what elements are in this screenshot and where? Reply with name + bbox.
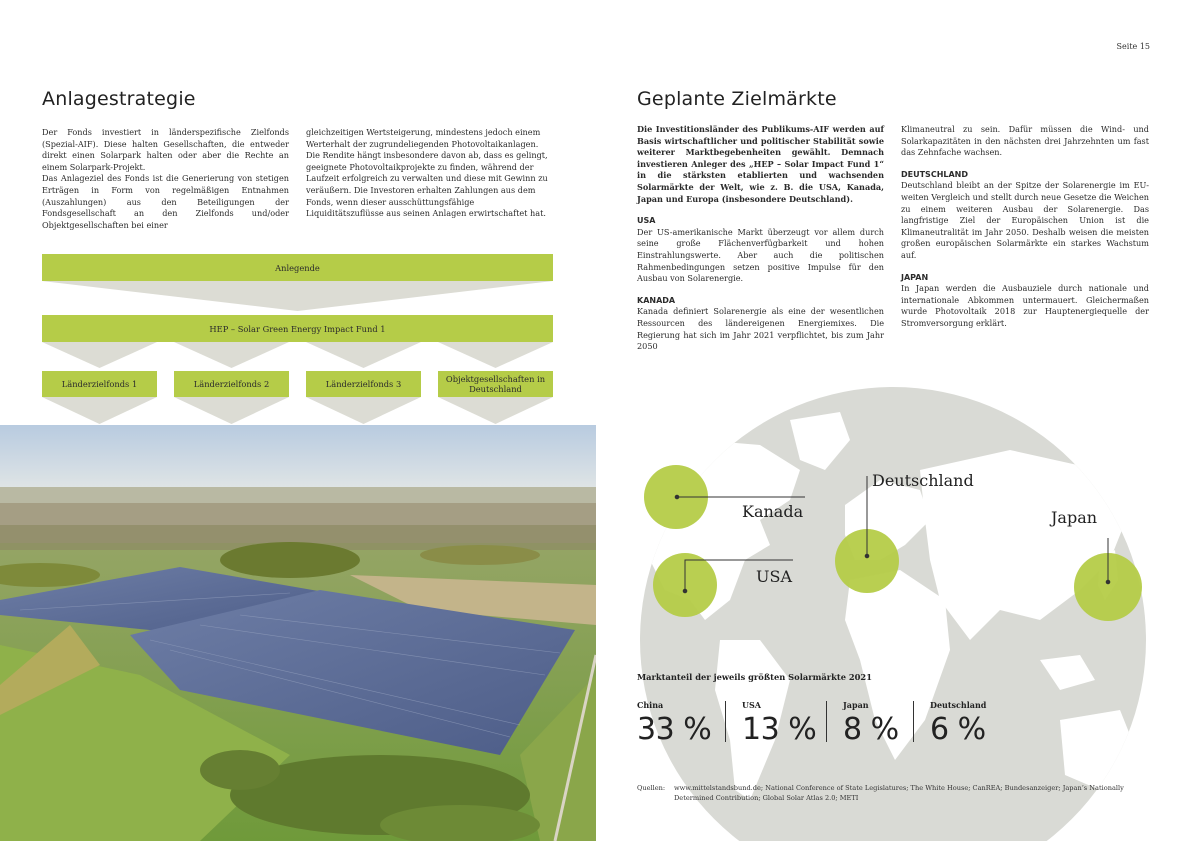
page-title-anlagestrategie: Anlagestrategie bbox=[42, 88, 196, 110]
stat-value: 6 % bbox=[930, 712, 986, 747]
stat-country: USA bbox=[742, 700, 761, 710]
stat-divider bbox=[913, 701, 914, 742]
world-map-globe bbox=[600, 345, 1180, 841]
paragraph: Der Fonds investiert in länderspezifische Zielfonds (Spezial-AIF). Diese halten Gesellschaften, die entweder direkt einen Solarpark halten oder aber die Rechte an einem Solarpark-Projekt. bbox=[42, 127, 289, 172]
map-label-japan: Japan bbox=[1051, 508, 1098, 527]
paragraph: gleichzeitigen Wertsteigerung, mindestens jedoch einem Werterhalt der zugrundeliegenden Photovoltaikanlagen. bbox=[306, 127, 541, 149]
stat-value: 13 % bbox=[742, 712, 817, 747]
sources-label: Quellen: bbox=[637, 784, 666, 792]
arrow-down-shape bbox=[42, 342, 157, 368]
stat-japan bbox=[843, 700, 899, 747]
stat-country: Japan bbox=[843, 700, 869, 710]
section-title-deutschland: DEUTSCHLAND bbox=[901, 169, 969, 179]
map-label-kanada: Kanada bbox=[742, 502, 804, 521]
arrow-down-shape bbox=[306, 342, 421, 368]
map-label-usa: USA bbox=[756, 567, 792, 586]
arrow-down-shape bbox=[174, 342, 289, 368]
solar-park-illustration bbox=[0, 425, 596, 841]
text-column-right-2 bbox=[901, 124, 1149, 330]
text-column-right-1 bbox=[637, 124, 884, 353]
stat-country: Deutschland bbox=[930, 700, 987, 710]
diagram-label: Anlegende bbox=[275, 262, 320, 273]
stat-value: 8 % bbox=[843, 712, 899, 747]
diagram-box-laenderzielfonds-1 bbox=[42, 371, 157, 397]
arrow-down-shape bbox=[42, 281, 553, 311]
paragraph-usa: Der US-amerikanische Markt überzeugt vor allem durch seine große Flächenverfügbarkeit und hohen Einstrahlungswerte. Aber auch die politischen Rahmenbedingungen setzen positive Impulse für den Ausbau von Solarenergie. bbox=[637, 226, 884, 284]
paragraph: Die Rendite hängt insbesondere davon ab, dass es gelingt, geeignete Photovoltaikprojekte zu finden, während der Laufzeit erfolgreich zu verwalten und diese mit Gewinn zu veräußern. Die Investoren erhalten Zahlungen aus dem Fonds, wenn dieser ausschüttungsfähige Liquiditätszuflüsse aus seinen Anlagen erwirtschaftet hat. bbox=[306, 150, 548, 219]
paragraph-kanada-continued: Klimaneutral zu sein. Dafür müssen die Wind- und Solarkapazitäten in den nächsten drei Jahrzehnten um fast das Zehnfache wachsen. bbox=[901, 124, 1149, 158]
diagram-label: Länderzielfonds 2 bbox=[193, 379, 270, 389]
diagram-label: HEP – Solar Green Energy Impact Fund 1 bbox=[209, 323, 386, 334]
page-title-zielmaerkte: Geplante Zielmärkte bbox=[637, 88, 837, 110]
diagram-label: Länderzielfonds 1 bbox=[61, 379, 138, 389]
intro-paragraph: Die Investitionsländer des Publikums-AIF werden auf Basis wirtschaftlicher und politischer Stabilität sowie weiterer Marktbegebenheiten gewählt. Demnach investieren Anleger des „HEP – Solar Impact Fund 1“ in die stärksten etablierten und wachsenden Solarmärkte der Welt, wie z. B. die USA, Kanada, Japan und Europa (insbesondere Deutschland). bbox=[637, 124, 884, 204]
arrow-down-shape bbox=[438, 397, 553, 424]
stat-usa bbox=[742, 700, 816, 747]
diagram-box-laenderzielfonds-2 bbox=[174, 371, 289, 397]
arrow-down-shape bbox=[306, 397, 421, 424]
diagram-box-laenderzielfonds-3 bbox=[306, 371, 421, 397]
section-title-usa: USA bbox=[637, 216, 656, 226]
section-title-japan: JAPAN bbox=[901, 272, 929, 282]
arrow-down-shape bbox=[174, 397, 289, 424]
diagram-label: Objektgesellschaften in Deutschland bbox=[445, 374, 546, 394]
diagram-box-anlegende bbox=[42, 254, 553, 281]
market-share-title: Marktanteil der jeweils größten Solarmärkte 2021 bbox=[637, 672, 872, 682]
solar-park-aerial-photo bbox=[0, 425, 596, 841]
arrow-down-shape bbox=[42, 397, 157, 424]
sources-text: www.mittelstandsbund.de; National Conference of State Legislatures; The White House; CanREA; Bundesanzeiger; Japan’s Nationally Determined Contribution; Global Solar Atlas 2.0; METI bbox=[674, 784, 1124, 802]
stat-divider bbox=[826, 701, 827, 742]
diagram-box-objektgesellschaften bbox=[438, 371, 553, 397]
stat-country: China bbox=[637, 700, 664, 710]
stat-deutschland bbox=[930, 700, 986, 747]
structure-diagram-arrows bbox=[0, 0, 600, 430]
paragraph-deutschland: Deutschland bleibt an der Spitze der Solarenergie im EU-weiten Vergleich und stellt durch neue Gesetze die Weichen zu einem weiteren Ausbau der Solarenergie. Das langfristige Ziel der Europäischen Union ist die Klimaneutralität im Jahr 2050. Deshalb weisen die meisten großen europäischen Solarmärkte ein starkes Wachstum auf. bbox=[901, 180, 1149, 260]
sources-footnote bbox=[637, 783, 1157, 803]
map-label-deutschland: Deutschland bbox=[872, 471, 974, 490]
paragraph-kanada: Kanada definiert Solarenergie als eine der wesentlichen Ressourcen des ländereigenen Energiemixes. Die Regierung hat sich im Jahr 2021 verpflichtet, bis zum Jahr 2050 bbox=[637, 306, 884, 352]
paragraph-japan: In Japan werden die Ausbauziele durch nationale und internationale Abkommen untermauert. Gleichermaßen wurde Photovoltaik 2018 zur Hauptenergiequelle der Stromversorgung erklärt. bbox=[901, 283, 1149, 328]
paragraph: Das Anlageziel des Fonds ist die Generierung von stetigen Erträgen in Form von regelmäßigen Entnahmen (Auszahlungen) aus den Beteiligungen der Fondsgesellschaft an den Zielfonds und/oder Objektgesellschaften bei einer bbox=[42, 173, 289, 230]
stat-china bbox=[637, 700, 711, 747]
stat-value: 33 % bbox=[637, 712, 712, 747]
arrow-down-shape bbox=[438, 342, 553, 368]
diagram-box-fund bbox=[42, 315, 553, 342]
page-number: Seite 15 bbox=[1116, 42, 1150, 51]
section-title-kanada: KANADA bbox=[637, 295, 676, 305]
stat-divider bbox=[725, 701, 726, 742]
diagram-label: Länderzielfonds 3 bbox=[325, 379, 402, 389]
